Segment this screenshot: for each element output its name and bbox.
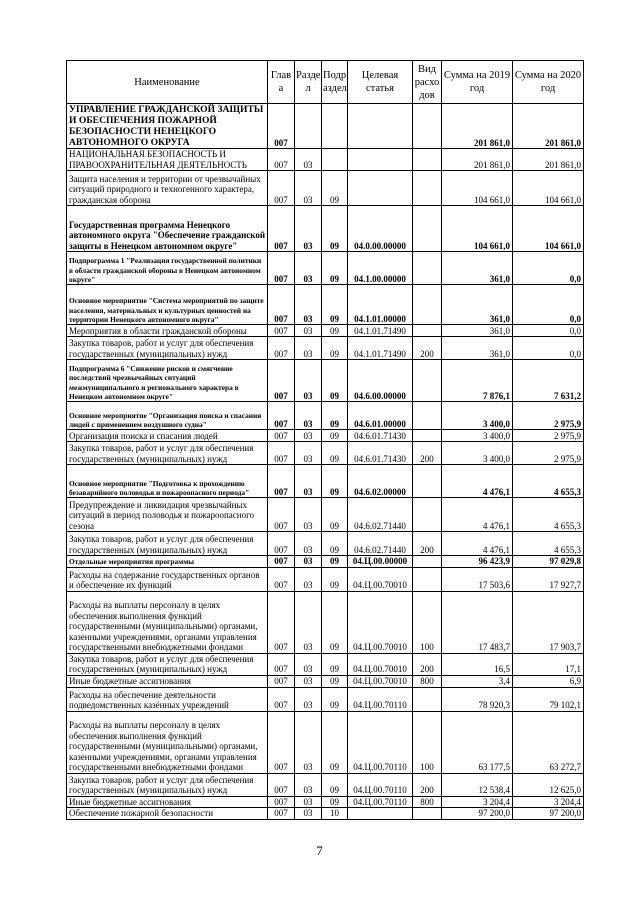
row-target: 04.6.02.00000: [348, 465, 413, 498]
table-row: [67, 653, 584, 675]
row-podrazdel: 09: [322, 675, 348, 687]
row-razdel: 03: [295, 498, 322, 532]
row-razdel: 03: [295, 556, 322, 568]
table-row: [67, 498, 584, 532]
row-sum2020: 2 975,9: [513, 430, 584, 442]
row-podrazdel: [322, 149, 348, 171]
row-sum2019: 4 476,1: [442, 498, 513, 532]
row-sum2019: 16,5: [442, 653, 513, 675]
row-name: Основное мероприятие "Система мероприятий по защите населения, материальных и культурных ценностей на территории Ненецкого автономного округа": [67, 285, 268, 325]
table-header-row: [67, 61, 584, 104]
row-sum2019: 78 920,3: [442, 687, 513, 711]
row-glava: 007: [268, 325, 295, 337]
row-vid: [413, 171, 442, 206]
row-target: 04.6.02.71440: [348, 532, 413, 556]
row-glava: 007: [268, 675, 295, 687]
row-name: Защита населения и территории от чрезвычайных ситуаций природного и техногенного характера, гражданская оборона: [67, 171, 268, 206]
row-glava: 007: [268, 465, 295, 498]
row-vid: 200: [413, 442, 442, 465]
row-podrazdel: 09: [322, 532, 348, 556]
row-podrazdel: 09: [322, 360, 348, 402]
row-target: 04.Ц.00.70010: [348, 675, 413, 687]
row-razdel: 03: [295, 653, 322, 675]
row-sum2020: 0,0: [513, 285, 584, 325]
row-vid: [413, 149, 442, 171]
row-target: 04.1.01.71490: [348, 325, 413, 337]
row-name: Расходы на содержание государственных органов и обеспечение их функций: [67, 567, 268, 591]
row-podrazdel: 09: [322, 591, 348, 653]
header-name: Наименование: [67, 61, 268, 104]
table-row: [67, 808, 584, 820]
row-name: Закупка товаров, работ и услуг для обеспечения государственных (муниципальных) нужд: [67, 653, 268, 675]
row-name: Расходы на выплаты персоналу в целях обеспечения выполнения функций государственными (муниципальными) органами, казенными учреждениями, органами управления государственными внебюджетными фондами: [67, 711, 268, 773]
row-glava: 007: [268, 808, 295, 820]
row-sum2020: 6,9: [513, 675, 584, 687]
header-podrazdel: Подр аздел: [322, 61, 348, 104]
row-vid: 100: [413, 591, 442, 653]
row-vid: [413, 430, 442, 442]
row-target: 04.1.01.00000: [348, 285, 413, 325]
row-target: [348, 104, 413, 149]
table-row: [67, 773, 584, 796]
row-glava: 007: [268, 285, 295, 325]
row-vid: 800: [413, 675, 442, 687]
row-razdel: 03: [295, 430, 322, 442]
row-sum2019: 104 661,0: [442, 206, 513, 252]
table-row: [67, 430, 584, 442]
row-glava: 007: [268, 711, 295, 773]
row-glava: 007: [268, 252, 295, 285]
row-razdel: 03: [295, 252, 322, 285]
row-name: Организация поиска и спасания людей: [67, 430, 268, 442]
row-target: 04.0.00.00000: [348, 206, 413, 252]
row-razdel: 03: [295, 532, 322, 556]
row-sum2019: 63 177,5: [442, 711, 513, 773]
row-vid: 100: [413, 711, 442, 773]
row-sum2020: 12 625,0: [513, 773, 584, 796]
row-sum2019: 96 423,9: [442, 556, 513, 568]
row-sum2020: 7 631,2: [513, 360, 584, 402]
row-sum2019: 3,4: [442, 675, 513, 687]
row-glava: 007: [268, 442, 295, 465]
row-name: Закупка товаров, работ и услуг для обеспечения государственных (муниципальных) нужд: [67, 337, 268, 360]
table-row: [67, 149, 584, 171]
table-row: [67, 104, 584, 149]
row-target: 04.Ц.00.70110: [348, 711, 413, 773]
row-target: 04.6.02.71440: [348, 498, 413, 532]
table-row: [67, 556, 584, 568]
table-row: [67, 591, 584, 653]
row-glava: 007: [268, 567, 295, 591]
row-vid: 200: [413, 653, 442, 675]
row-razdel: 03: [295, 325, 322, 337]
row-glava: 007: [268, 360, 295, 402]
row-vid: [413, 808, 442, 820]
row-glava: 007: [268, 556, 295, 568]
row-sum2019: 12 538,4: [442, 773, 513, 796]
row-podrazdel: 09: [322, 773, 348, 796]
row-podrazdel: 09: [322, 687, 348, 711]
header-sum2019: Сумма на 2019 год: [442, 61, 513, 104]
table-row: [67, 675, 584, 687]
row-podrazdel: 09: [322, 402, 348, 430]
row-razdel: 03: [295, 773, 322, 796]
row-sum2020: 0,0: [513, 252, 584, 285]
row-target: [348, 171, 413, 206]
row-vid: [413, 325, 442, 337]
row-target: 04.6.01.71430: [348, 430, 413, 442]
row-vid: [413, 402, 442, 430]
row-name: Иные бюджетные ассигнования: [67, 796, 268, 808]
row-glava: 007: [268, 402, 295, 430]
table-row: [67, 252, 584, 285]
row-podrazdel: 09: [322, 465, 348, 498]
row-vid: 200: [413, 532, 442, 556]
row-sum2020: 63 272,7: [513, 711, 584, 773]
row-sum2019: 201 861,0: [442, 149, 513, 171]
row-sum2019: 17 503,6: [442, 567, 513, 591]
row-target: 04.Ц.00.00000: [348, 556, 413, 568]
row-sum2019: 361,0: [442, 285, 513, 325]
row-podrazdel: 09: [322, 498, 348, 532]
row-target: 04.Ц.00.70110: [348, 773, 413, 796]
row-target: 04.6.00.00000: [348, 360, 413, 402]
row-name: Основное мероприятие "Подготовка к прохождению безаварийного половодья и пожароопасного периода": [67, 465, 268, 498]
row-vid: 800: [413, 796, 442, 808]
row-glava: 007: [268, 104, 295, 149]
row-podrazdel: 09: [322, 556, 348, 568]
row-podrazdel: 09: [322, 171, 348, 206]
row-podrazdel: 09: [322, 206, 348, 252]
row-razdel: 03: [295, 567, 322, 591]
table-row: [67, 442, 584, 465]
row-sum2020: 2 975,9: [513, 402, 584, 430]
row-sum2020: 201 861,0: [513, 149, 584, 171]
row-name: Расходы на выплаты персоналу в целях обеспечения выполнения функций государственными (муниципальными) органами, казенными учреждениями, органами управления государственными внебюджетными фондами: [67, 591, 268, 653]
row-razdel: 03: [295, 465, 322, 498]
page-number: 7: [316, 843, 323, 858]
table-row: [67, 402, 584, 430]
row-sum2019: 3 400,0: [442, 430, 513, 442]
row-sum2020: 4 655,3: [513, 498, 584, 532]
row-vid: [413, 285, 442, 325]
row-sum2019: 17 483,7: [442, 591, 513, 653]
row-sum2020: 17 903,7: [513, 591, 584, 653]
row-podrazdel: 09: [322, 337, 348, 360]
row-vid: [413, 498, 442, 532]
row-sum2020: 2 975,9: [513, 442, 584, 465]
row-podrazdel: 09: [322, 796, 348, 808]
table-row: [67, 711, 584, 773]
row-sum2019: 3 204,4: [442, 796, 513, 808]
row-name: УПРАВЛЕНИЕ ГРАЖДАНСКОЙ ЗАЩИТЫ И ОБЕСПЕЧЕНИЯ ПОЖАРНОЙ БЕЗОПАСНОСТИ НЕНЕЦКОГО АВТОНОМНОГО ОКРУГА: [67, 104, 268, 149]
row-name: Расходы на обеспечение деятельности подведомственных казённых учреждений: [67, 687, 268, 711]
row-sum2020: 17,1: [513, 653, 584, 675]
row-sum2019: 7 876,1: [442, 360, 513, 402]
row-sum2019: 361,0: [442, 252, 513, 285]
row-sum2019: 3 400,0: [442, 442, 513, 465]
row-glava: 007: [268, 337, 295, 360]
table-row: [67, 337, 584, 360]
row-glava: 007: [268, 498, 295, 532]
row-sum2019: 97 200,0: [442, 808, 513, 820]
table-row: [67, 532, 584, 556]
header-target: Целевая статья: [348, 61, 413, 104]
table-row: [67, 325, 584, 337]
row-podrazdel: 09: [322, 711, 348, 773]
row-glava: 007: [268, 796, 295, 808]
row-sum2019: 4 476,1: [442, 532, 513, 556]
table-row: [67, 206, 584, 252]
row-target: [348, 149, 413, 171]
row-name: Мероприятия в области гражданской обороны: [67, 325, 268, 337]
row-vid: [413, 465, 442, 498]
row-vid: 200: [413, 773, 442, 796]
row-razdel: 03: [295, 402, 322, 430]
header-sum2020: Сумма на 2020 год: [513, 61, 584, 104]
row-glava: 007: [268, 591, 295, 653]
row-vid: [413, 206, 442, 252]
row-name: Закупка товаров, работ и услуг для обеспечения государственных (муниципальных) нужд: [67, 442, 268, 465]
header-razdel: Разде л: [295, 61, 322, 104]
row-glava: 007: [268, 687, 295, 711]
row-razdel: 03: [295, 675, 322, 687]
header-glava: Глав а: [268, 61, 295, 104]
row-sum2019: 201 861,0: [442, 104, 513, 149]
row-sum2020: 104 661,0: [513, 171, 584, 206]
row-target: 04.Ц.00.70010: [348, 653, 413, 675]
row-podrazdel: 09: [322, 653, 348, 675]
row-name: Закупка товаров, работ и услуг для обеспечения государственных (муниципальных) нужд: [67, 773, 268, 796]
row-razdel: 03: [295, 711, 322, 773]
row-name: Закупка товаров, работ и услуг для обеспечения государственных (муниципальных) нужд: [67, 532, 268, 556]
row-vid: [413, 556, 442, 568]
row-sum2020: 4 655,3: [513, 465, 584, 498]
row-podrazdel: 09: [322, 430, 348, 442]
row-podrazdel: 09: [322, 567, 348, 591]
row-target: 04.1.01.71490: [348, 337, 413, 360]
row-sum2020: 0,0: [513, 325, 584, 337]
row-glava: 007: [268, 206, 295, 252]
row-target: 04.1.00.00000: [348, 252, 413, 285]
row-razdel: [295, 104, 322, 149]
row-sum2020: 3 204,4: [513, 796, 584, 808]
row-razdel: 03: [295, 285, 322, 325]
row-name: Отдельные мероприятия программы: [67, 556, 268, 568]
row-sum2019: 104 661,0: [442, 171, 513, 206]
row-razdel: 03: [295, 442, 322, 465]
row-podrazdel: 09: [322, 285, 348, 325]
row-razdel: 03: [295, 206, 322, 252]
row-sum2020: 97 200,0: [513, 808, 584, 820]
row-sum2020: 104 661,0: [513, 206, 584, 252]
row-name: Подпрограмма 1 "Реализация государственной политики в области гражданской обороны в Ненецком автономном округе": [67, 252, 268, 285]
row-vid: [413, 360, 442, 402]
table-row: [67, 796, 584, 808]
row-podrazdel: 09: [322, 442, 348, 465]
row-name: Обеспечение пожарной безопасности: [67, 808, 268, 820]
row-razdel: 03: [295, 149, 322, 171]
row-name: Государственная программа Ненецкого автономного округа "Обеспечение гражданской защиты в Ненецком автономном округе": [67, 206, 268, 252]
row-name: Подпрограмма 6 "Снижение рисков и смягчение последствий чрезвычайных ситуаций межмуниципального и регионального характера в Ненецком автономном округе": [67, 360, 268, 402]
row-glava: 007: [268, 430, 295, 442]
row-glava: 007: [268, 653, 295, 675]
row-target: 04.6.01.00000: [348, 402, 413, 430]
row-vid: [413, 252, 442, 285]
table-row: [67, 465, 584, 498]
row-razdel: 03: [295, 337, 322, 360]
row-glava: 007: [268, 149, 295, 171]
row-sum2020: 79 102,1: [513, 687, 584, 711]
row-podrazdel: 09: [322, 252, 348, 285]
row-vid: [413, 567, 442, 591]
row-sum2020: 4 655,3: [513, 532, 584, 556]
header-vid: Вид расхо дов: [413, 61, 442, 104]
row-target: 04.6.01.71430: [348, 442, 413, 465]
table-row: [67, 687, 584, 711]
row-target: 04.Ц.00.70010: [348, 591, 413, 653]
row-sum2019: 361,0: [442, 337, 513, 360]
row-podrazdel: 09: [322, 325, 348, 337]
row-sum2019: 4 476,1: [442, 465, 513, 498]
row-vid: [413, 104, 442, 149]
row-sum2020: 201 861,0: [513, 104, 584, 149]
row-name: Предупреждение и ликвидация чрезвычайных ситуаций в период половодья и пожароопасного сезона: [67, 498, 268, 532]
row-podrazdel: 10: [322, 808, 348, 820]
row-name: Основное мероприятие "Организация поиска и спасания людей с применением воздушного судна": [67, 402, 268, 430]
row-podrazdel: [322, 104, 348, 149]
row-razdel: 03: [295, 796, 322, 808]
row-razdel: 03: [295, 360, 322, 402]
budget-table: [66, 60, 584, 820]
row-target: 04.Ц.00.70110: [348, 796, 413, 808]
row-target: 04.Ц.00.70010: [348, 567, 413, 591]
row-vid: [413, 687, 442, 711]
row-sum2020: 0,0: [513, 337, 584, 360]
table-row: [67, 285, 584, 325]
row-sum2019: 3 400,0: [442, 402, 513, 430]
row-sum2020: 17 927,7: [513, 567, 584, 591]
row-razdel: 03: [295, 808, 322, 820]
row-razdel: 03: [295, 591, 322, 653]
row-sum2020: 97 029,8: [513, 556, 584, 568]
row-glava: 007: [268, 171, 295, 206]
table-row: [67, 567, 584, 591]
table-row: [67, 171, 584, 206]
row-name: Иные бюджетные ассигнования: [67, 675, 268, 687]
row-vid: 200: [413, 337, 442, 360]
row-glava: 007: [268, 532, 295, 556]
row-target: 04.Ц.00.70110: [348, 687, 413, 711]
row-razdel: 03: [295, 171, 322, 206]
row-target: [348, 808, 413, 820]
row-glava: 007: [268, 773, 295, 796]
row-razdel: 03: [295, 687, 322, 711]
row-name: НАЦИОНАЛЬНАЯ БЕЗОПАСНОСТЬ И ПРАВООХРАНИТЕЛЬНАЯ ДЕЯТЕЛЬНОСТЬ: [67, 149, 268, 171]
row-sum2019: 361,0: [442, 325, 513, 337]
table-row: [67, 360, 584, 402]
